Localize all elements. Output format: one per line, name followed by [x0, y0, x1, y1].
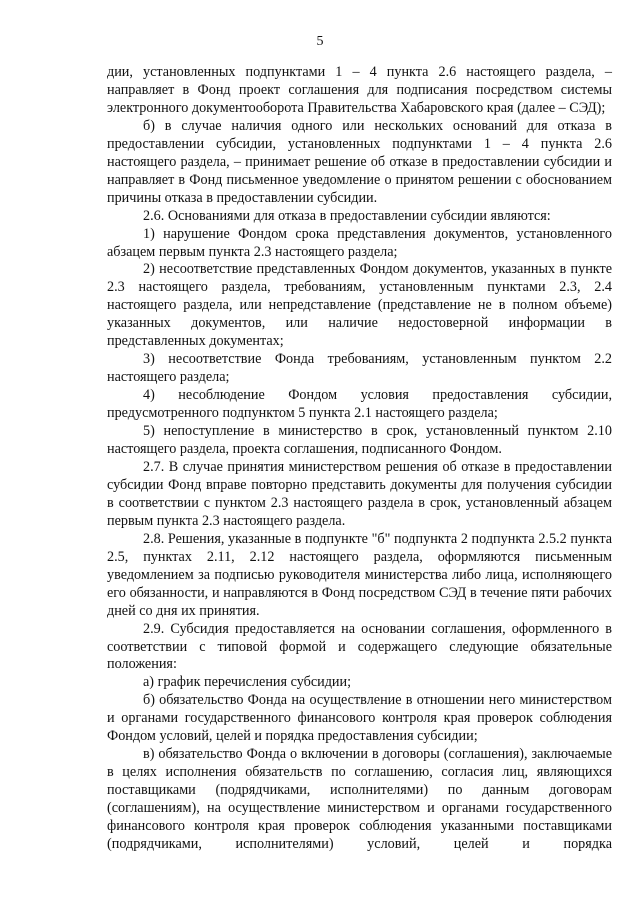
paragraph: 2.6. Основаниями для отказа в предоставлении субсидии являются:	[143, 207, 551, 224]
document-body	[107, 64, 612, 854]
paragraph: 5) непоступление в министерство в срок, установленный пунктом 2.10 настоящего раздела, проекта соглашения, подписанного Фондом.	[107, 423, 612, 458]
paragraph: 2.7. В случае принятия министерством решения об отказе в предоставлении субсидии Фонд вправе повторно представить документы для получения субсидии в соответствии с пунктом 2.3 настоящего раздела в срок, установленный абзацем первым пункта 2.3 настоящего раздела.	[107, 458, 612, 529]
paragraph: 2.9. Субсидия предоставляется на основании соглашения, оформленного в соответствии с типовой формой и содержащего следующие обязательные положения:	[107, 620, 612, 673]
paragraph: а) график перечисления субсидии;	[143, 674, 352, 691]
paragraph: в) обязательство Фонда о включении в договоры (соглашения), заключаемые в целях исполнения обязательств по соглашению, согласия лиц, являющихся поставщиками (подрядчиками, исполнителями) по данным договорам (соглашениям), на осуществление министерством и органами государственного финансового контроля края проверок соблюдения указанными поставщиками (подрядчиками, исполнителями) условий, целей и порядка	[107, 746, 612, 852]
paragraph: 3) несоответствие Фонда требованиям, установленным пунктом 2.2 настоящего раздела;	[107, 351, 612, 386]
paragraph: 2.8. Решения, указанные в подпункте "б" подпункта 2 подпункта 2.5.2 пункта 2.5, пунктах 2.11, 2.12 настоящего раздела, оформляются письменным уведомлением за подписью руководителя министерства либо лица, исполняющего его обязанности, и направляются в Фонд посредством СЭД в течение пяти рабочих дней со дня их принятия.	[107, 530, 612, 619]
paragraph: б) обязательство Фонда на осуществление в отношении него министерством и органами государственного финансового контроля края проверок соблюдения Фондом условий, целей и порядка предоставления субсидии;	[107, 692, 612, 745]
paragraph: б) в случае наличия одного или нескольких оснований для отказа в предоставлении субсидии, установленных подпунктами 1 – 4 пункта 2.6 настоящего раздела, – принимает решение об отказе в предоставлении субсидии и направляет в Фонд письменное уведомление о принятом решении с обоснованием причины отказа в предоставлении субсидии.	[107, 117, 612, 206]
paragraph: дии, установленных подпунктами 1 – 4 пункта 2.6 настоящего раздела, – направляет в Фонд проект соглашения для подписания посредством системы электронного документооборота Правительства Хабаровского края (далее – СЭД);	[107, 64, 612, 116]
paragraph: 1) нарушение Фондом срока представления документов, установленного абзацем первым пункта 2.3 настоящего раздела;	[107, 225, 612, 260]
paragraph: 4) несоблюдение Фондом условия предоставления субсидии, предусмотренного подпунктом 5 пункта 2.1 настоящего раздела;	[107, 387, 612, 422]
paragraph: 2) несоответствие представленных Фондом документов, указанных в пункте 2.3 настоящего раздела, требованиям, установленным пунктами 2.3, 2.4 настоящего раздела, или непредставление (представление не в полном объеме) указанных документов, или наличие недостоверной информации в представленных документах;	[107, 261, 612, 350]
page-number: 5	[316, 34, 324, 49]
